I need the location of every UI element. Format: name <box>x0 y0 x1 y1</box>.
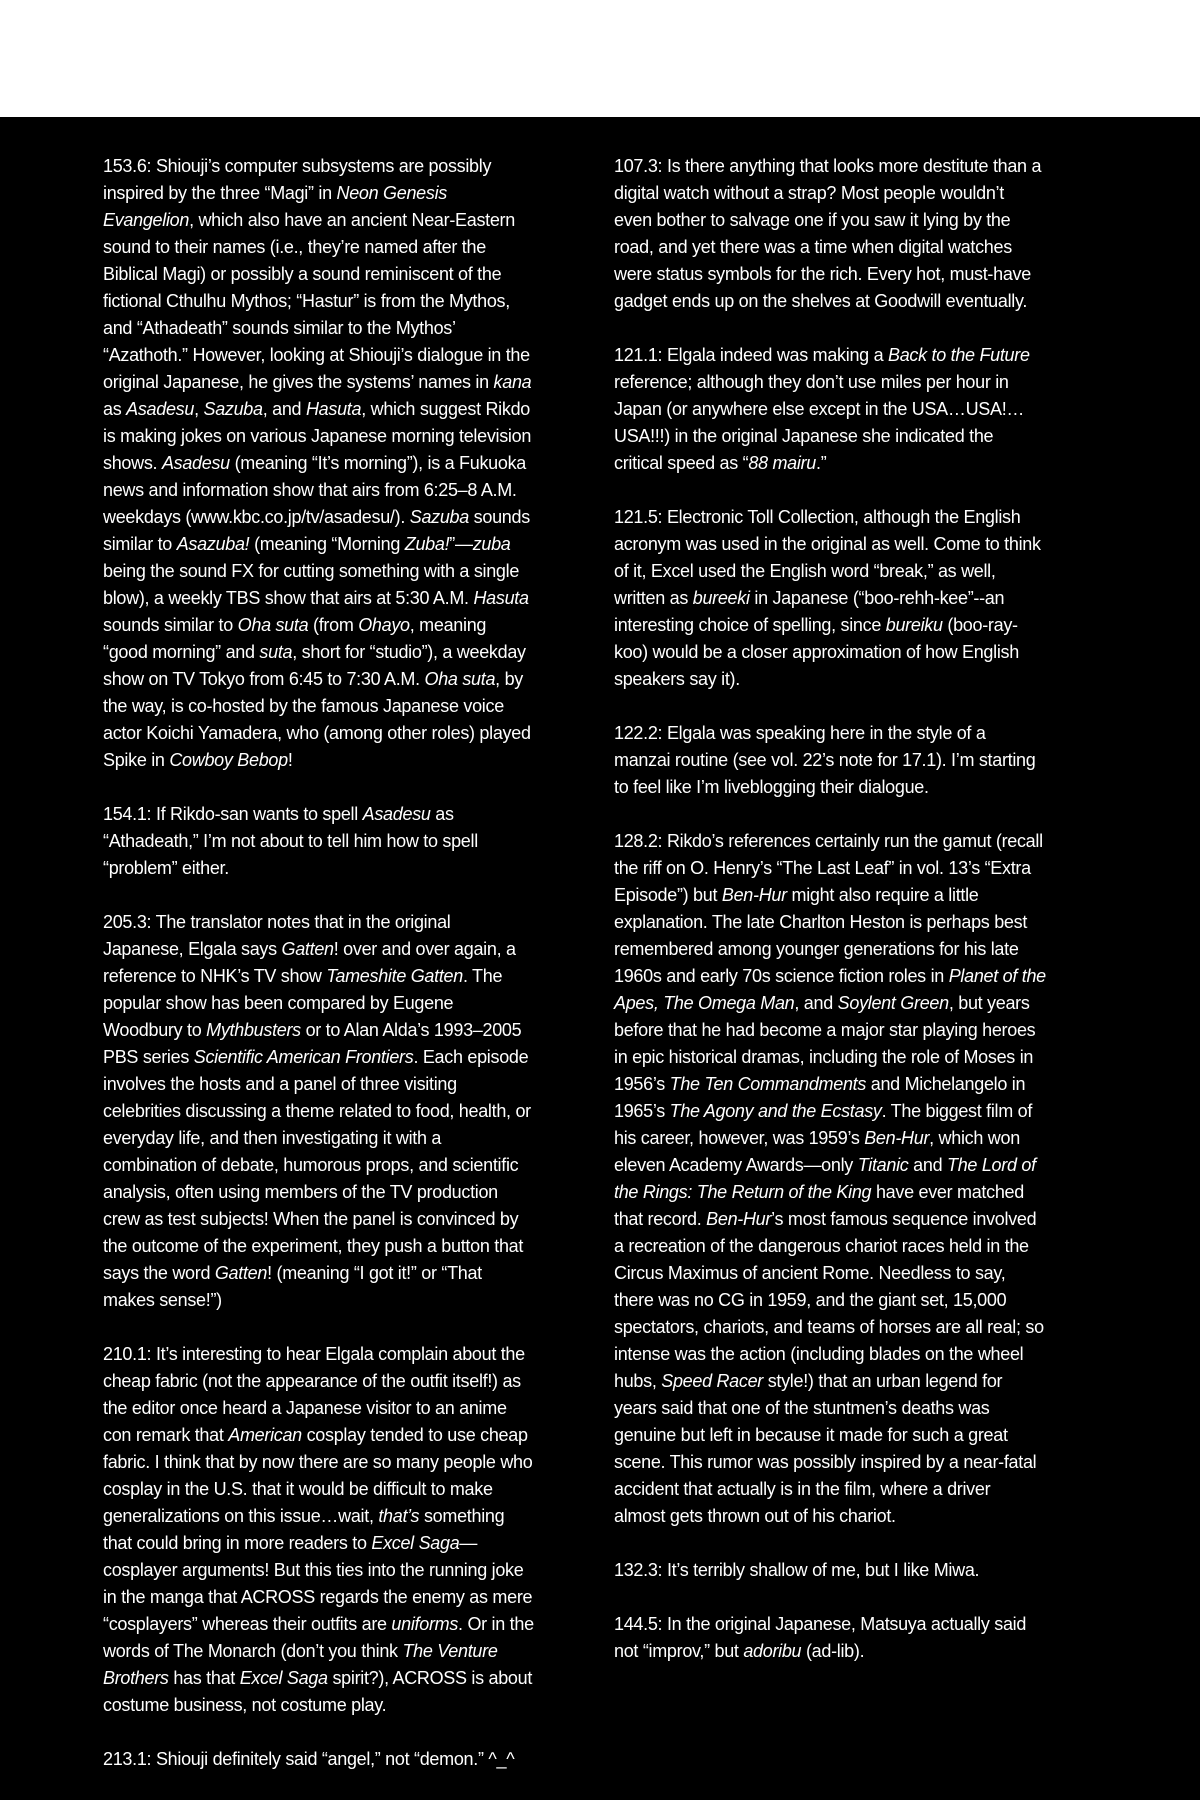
note-text: ! (meaning “I got it!” or “That makes sense!”) <box>103 1263 482 1310</box>
note-text: (from <box>308 615 359 635</box>
note-text: being the sound FX for cutting something with a single blow), a weekly TBS show that airs at 5:30 A.M. <box>103 561 520 608</box>
italic-title-text: Neon Genesis Evangelion <box>103 183 447 230</box>
note-text: Electronic Toll Collection, although the English acronym was used in the original as well. Come to think of it, Excel used the English word “break,” as well, written as <box>614 507 1041 608</box>
italic-title-text: Ben-Hur <box>864 1128 930 1148</box>
italic-title-text: Speed Racer <box>661 1371 763 1391</box>
italic-title-text: Asadesu <box>161 453 230 473</box>
italic-title-text: The Ten Commandments <box>669 1074 867 1094</box>
translation-note <box>103 153 535 774</box>
translation-note <box>614 342 1046 477</box>
note-text: sounds similar to <box>103 507 530 554</box>
note-text: and Michelangelo in 1965’s <box>614 1074 1026 1121</box>
note-text: might also require a little explanation. The late Charlton Heston is perhaps best remembered among younger generations for his late 1960s and early 70s science fiction roles in <box>614 885 1028 986</box>
note-text: , and <box>794 993 838 1013</box>
italic-title-text: Gatten <box>214 1263 268 1283</box>
italic-title-text: Hasuta <box>305 399 362 419</box>
note-text: —cosplayer arguments! But this ties into the running joke in the manga that ACROSS regards the enemy as mere “cosplayers” whereas their outfits are <box>103 1533 533 1634</box>
italic-title-text: Scientific American Frontiers <box>193 1047 414 1067</box>
note-text: in Japanese (“boo-rehh-kee”--an interesting choice of spelling, since <box>614 588 1005 635</box>
translation-note <box>103 801 535 882</box>
italic-title-text: Asadesu <box>126 399 195 419</box>
note-text: . The biggest film of his career, however, was 1959’s <box>614 1101 1033 1148</box>
note-reference: 144.5: <box>614 1614 663 1634</box>
note-text: as <box>103 399 127 419</box>
note-text: or to Alan Alda’s 1993–2005 PBS series <box>103 1020 522 1067</box>
note-reference: 205.3: <box>103 912 152 932</box>
italic-title-text: Tameshite Gatten <box>326 966 463 986</box>
italic-title-text: Ben-Hur <box>706 1209 772 1229</box>
italic-title-text: The Lord of the Rings: The Return of the King <box>614 1155 1036 1202</box>
note-reference: 121.1: <box>614 345 663 365</box>
translation-note <box>103 909 535 1314</box>
note-text: and <box>908 1155 948 1175</box>
note-text: If Rikdo-san wants to spell <box>151 804 363 824</box>
note-text: Rikdo’s references certainly run the gamut (recall the riff on O. Henry’s “The Last Leaf” in vol. 13’s “Extra Episode”) but <box>614 831 1043 905</box>
note-text: Is there anything that looks more destitute than a digital watch without a strap? Most people wouldn’t even bother to salvage one if you saw it lying by the road, and yet there was a time when digital watches were status symbols for the rich. Every hot, must-have gadget ends up on the shelves at Goodwill eventually. <box>614 156 1042 311</box>
italic-title-text: The Venture Brothers <box>103 1641 498 1688</box>
translation-note <box>614 504 1046 693</box>
italic-title-text: American <box>228 1425 302 1445</box>
note-text: have ever matched that record. <box>614 1182 1024 1229</box>
italic-title-text: Ohayo <box>358 615 410 635</box>
note-text: Shiouji definitely said “angel,” not “demon.” ^_^ <box>151 1749 515 1769</box>
italic-title-text: bureeki <box>692 588 750 608</box>
note-text: ’s most famous sequence involved a recreation of the dangerous chariot races held in the Circus Maximus of ancient Rome. Needless to say, there was no CG in 1959, and the giant set, 15,000 spectators, chariots, and teams of horses are all real; so intense was the action (including blades on the wheel hubs, <box>614 1209 1044 1391</box>
note-text: (meaning “It’s morning”), is a Fukuoka news and information show that airs from 6:25–8 A.M. weekdays (www.kbc.co.jp/tv/asadesu/). <box>103 453 526 527</box>
note-text: sounds similar to <box>103 615 238 635</box>
note-text: , which also have an ancient Near-Eastern sound to their names (i.e., they’re named after the Biblical Magi) or possibly a sound reminiscent of the fictional Cthulhu Mythos; “Hastur” is from the Mythos, and “Athadeath” sounds similar to the Mythos’ “Azathoth.” However, looking at Shiouji’s dialogue in the original Japanese, he gives the systems’ names in <box>103 210 530 392</box>
notes-column-left <box>103 153 535 1800</box>
note-text: . Or in the words of The Monarch (don’t you think <box>103 1614 534 1661</box>
italic-title-text: Oha suta <box>237 615 309 635</box>
translation-note <box>103 1746 535 1773</box>
italic-title-text: suta <box>259 642 293 662</box>
italic-title-text: Titanic <box>857 1155 909 1175</box>
note-reference: 128.2: <box>614 831 663 851</box>
translation-note <box>614 828 1046 1530</box>
note-text: spirit?), ACROSS is about costume business, not costume play. <box>103 1668 533 1715</box>
note-text: ! over and over again, a reference to NHK’s TV show <box>103 939 516 986</box>
note-reference: 122.2: <box>614 723 663 743</box>
note-text: as “Athadeath,” I’m not about to tell him how to spell “problem” either. <box>103 804 478 878</box>
note-text: Elgala was speaking here in the style of a manzai routine (see vol. 22’s note for 17.1). I’m starting to feel like I’m liveblogging their dialogue. <box>614 723 1036 797</box>
note-text: It’s terribly shallow of me, but I like Miwa. <box>662 1560 980 1580</box>
italic-title-text: Zuba! <box>404 534 450 554</box>
italic-title-text: Oha suta <box>424 669 496 689</box>
note-reference: 107.3: <box>614 156 663 176</box>
note-text: has that <box>168 1668 240 1688</box>
note-reference: 153.6: <box>103 156 152 176</box>
italic-title-text: 88 mairu <box>748 453 816 473</box>
note-text: It’s interesting to hear Elgala complain about the cheap fabric (not the appearance of the outfit itself!) as the editor once heard a Japanese visitor to an anime con remark that <box>103 1344 525 1445</box>
translation-note <box>103 1341 535 1719</box>
italic-title-text: that’s <box>378 1506 420 1526</box>
note-text: Elgala indeed was making a <box>662 345 888 365</box>
note-reference: 210.1: <box>103 1344 152 1364</box>
note-text: , <box>194 399 204 419</box>
italic-title-text: The Agony and the Ecstasy <box>669 1101 882 1121</box>
note-text: , which won eleven Academy Awards—only <box>614 1128 1020 1175</box>
note-text: , short for “studio”), a weekday show on TV Tokyo from 6:45 to 7:30 A.M. <box>103 642 526 689</box>
note-text: , and <box>262 399 306 419</box>
translation-note <box>614 153 1046 315</box>
italic-title-text: zuba <box>472 534 511 554</box>
italic-title-text: Sazuba <box>203 399 263 419</box>
note-text: cosplay tended to use cheap fabric. I think that by now there are so many people who cosplay in the U.S. that it would be difficult to make generalizations on this issue…wait, <box>103 1425 533 1526</box>
italic-title-text: Excel Saga <box>371 1533 460 1553</box>
notes-column-right <box>614 153 1046 1692</box>
note-text: (boo-ray-koo) would be a closer approximation of how English speakers say it). <box>614 615 1019 689</box>
italic-title-text: Planet of the Apes, The Omega Man <box>614 966 1046 1013</box>
italic-title-text: Hasuta <box>473 588 529 608</box>
italic-title-text: Soylent Green <box>837 993 949 1013</box>
italic-title-text: Gatten <box>281 939 334 959</box>
italic-title-text: Asadesu <box>362 804 431 824</box>
italic-title-text: kana <box>493 372 532 392</box>
note-text: , but years before that he had become a major star playing heroes in epic historical dramas, including the role of Moses in 1956’s <box>614 993 1036 1094</box>
italic-title-text: Cowboy Bebop <box>169 750 288 770</box>
note-text: ”— <box>449 534 473 554</box>
italic-title-text: Sazuba <box>409 507 469 527</box>
translation-note <box>614 1557 1046 1584</box>
note-reference: 132.3: <box>614 1560 663 1580</box>
italic-title-text: Ben-Hur <box>721 885 787 905</box>
note-text: The translator notes that in the original Japanese, Elgala says <box>103 912 451 959</box>
italic-title-text: uniforms <box>391 1614 459 1634</box>
note-text: style!) that an urban legend for years said that one of the stuntmen’s deaths was genuine but left in because it made for such a great scene. This rumor was possibly inspired by a near-fatal accident that actually is in the film, where a driver almost gets thrown out of his chariot. <box>614 1371 1037 1526</box>
note-text: (meaning “Morning <box>249 534 405 554</box>
note-text: ! <box>287 750 293 770</box>
italic-title-text: Asazuba! <box>176 534 250 554</box>
note-reference: 213.1: <box>103 1749 152 1769</box>
note-reference: 154.1: <box>103 804 152 824</box>
note-text: something that could bring in more readers to <box>103 1506 505 1553</box>
note-text: . Each episode involves the hosts and a panel of three visiting celebrities discussing a theme related to food, health, or everyday life, and then investigating it with a combination of debate, humorous props, and scientific analysis, often using members of the TV production crew as test subjects! When the panel is convinced by the outcome of the experiment, they push a button that says the word <box>103 1047 531 1283</box>
note-text: .” <box>816 453 827 473</box>
note-text: . The popular show has been compared by Eugene Woodbury to <box>103 966 503 1040</box>
notes-page <box>0 117 1200 1800</box>
italic-title-text: Back to the Future <box>888 345 1030 365</box>
italic-title-text: adoribu <box>743 1641 802 1661</box>
note-text: reference; although they don’t use miles per hour in Japan (or anywhere else except in the USA…USA!…USA!!!) in the original Japanese she indicated the critical speed as “ <box>614 372 1025 473</box>
note-text: , meaning “good morning” and <box>103 615 487 662</box>
note-text: In the original Japanese, Matsuya actually said not “improv,” but <box>614 1614 1027 1661</box>
note-text: Shiouji’s computer subsystems are possibly inspired by the three “Magi” in <box>103 156 492 203</box>
italic-title-text: Excel Saga <box>239 1668 328 1688</box>
note-text: , which suggest Rikdo is making jokes on various Japanese morning television shows. <box>103 399 532 473</box>
translation-note <box>614 720 1046 801</box>
italic-title-text: Mythbusters <box>206 1020 301 1040</box>
italic-title-text: bureiku <box>885 615 943 635</box>
note-text: , by the way, is co-hosted by the famous Japanese voice actor Koichi Yamadera, who (among other roles) played Spike in <box>103 669 531 770</box>
note-text: (ad-lib). <box>801 1641 865 1661</box>
note-reference: 121.5: <box>614 507 663 527</box>
translation-note <box>614 1611 1046 1665</box>
